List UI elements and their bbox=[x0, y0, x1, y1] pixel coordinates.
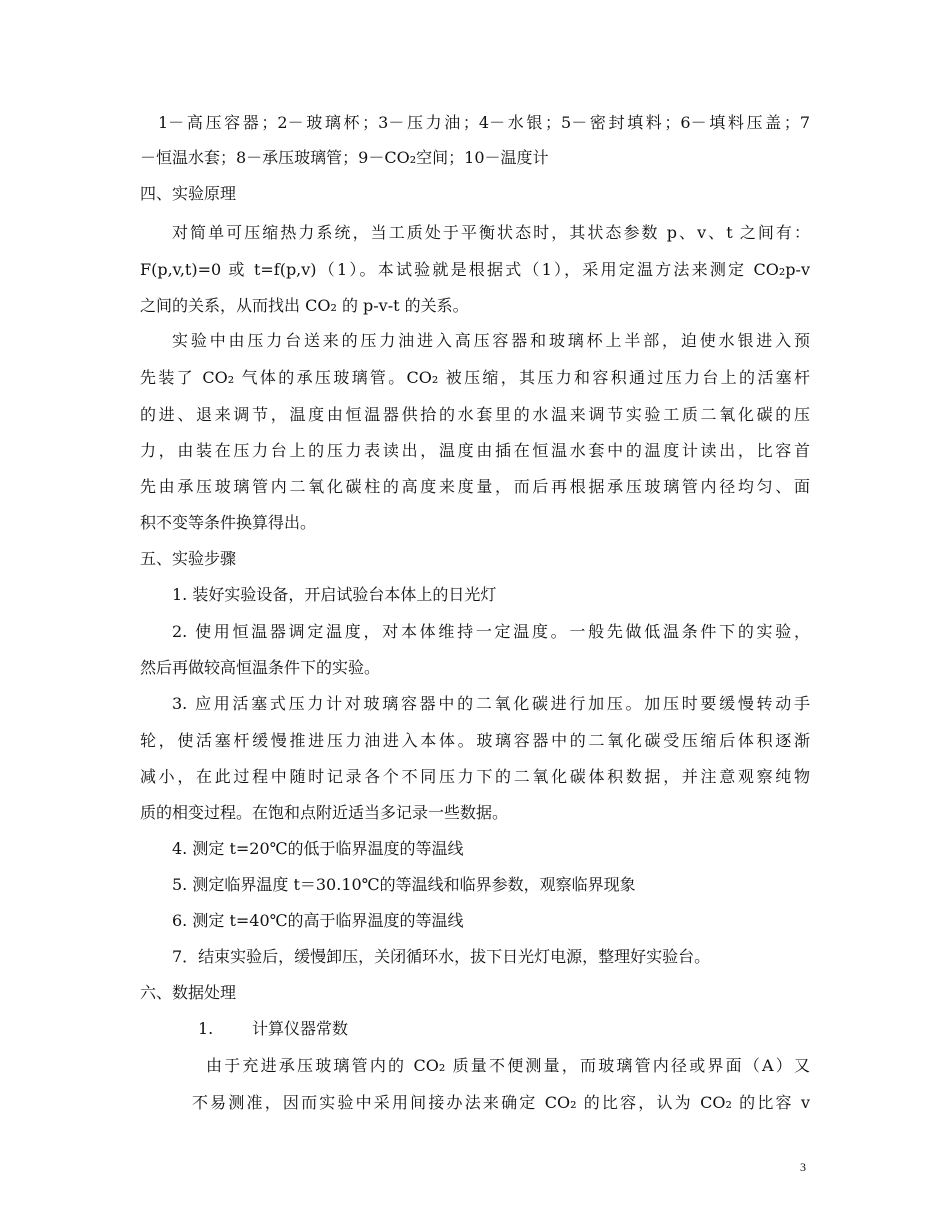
step-line: 7．结束实验后，缓慢卸压，关闭循环水，拔下日光灯电源，整理好实验台。 bbox=[172, 947, 711, 966]
paragraph-line: 的进、退来调节，温度由恒温器供拾的水套里的水温来调节实验工质二氧化碳的压 bbox=[140, 405, 810, 424]
paragraph-line: F(p,v,t)=0 或 t=f(p,v)（1）。本试验就是根据式（1），采用定温方法来测定 CO₂p-v bbox=[140, 260, 810, 279]
step-line: 然后再做较高恒温条件下的实验。 bbox=[140, 658, 381, 677]
step-line: 质的相变过程。在饱和点附近适当多记录一些数据。 bbox=[140, 803, 509, 822]
step-line: 4. 测定 t=20℃的低于临界温度的等温线 bbox=[172, 839, 464, 858]
section-heading-steps: 五、实验步骤 bbox=[140, 549, 237, 568]
step-line: 3. 应用活塞式压力计对玻璃容器中的二氧化碳进行加压。加压时要缓慢转动手 bbox=[172, 694, 810, 713]
paragraph-line: 由于充进承压玻璃管内的 CO₂ 质量不便测量，而玻璃管内径或界面（A）又 bbox=[206, 1056, 810, 1075]
subsection-title: 计算仪器常数 bbox=[252, 1019, 349, 1038]
step-line: 轮，使活塞杆缓慢推进压力油进入本体。玻璃容器中的二氧化碳受压缩后体积逐渐 bbox=[140, 731, 810, 750]
section-heading-principle: 四、实验原理 bbox=[140, 184, 237, 203]
caption-line-2: －恒温水套；8－承压玻璃管；9－CO₂空间；10－温度计 bbox=[140, 148, 549, 167]
page-number: 3 bbox=[800, 1160, 806, 1174]
step-line: 5. 测定临界温度 t＝30.10℃的等温线和临界参数，观察临界现象 bbox=[172, 875, 636, 894]
paragraph-line: 先由承压玻璃管内二氧化碳柱的高度来度量，而后再根据承压玻璃管内径均匀、面 bbox=[140, 477, 810, 496]
paragraph-line: 积不变等条件换算得出。 bbox=[140, 513, 317, 532]
caption-line-1: 1－高压容器；2－玻璃杯；3－压力油；4－水银；5－密封填料；6－填料压盖；7 bbox=[158, 113, 810, 132]
step-line: 减小，在此过程中随时记录各个不同压力下的二氧化碳体积数据，并注意观察纯物 bbox=[140, 767, 810, 786]
step-line: 1. 装好实验设备，开启试验台本体上的日光灯 bbox=[172, 585, 497, 604]
paragraph-line: 之间的关系，从而找出 CO₂ 的 p-v-t 的关系。 bbox=[140, 296, 469, 315]
subsection-number: 1. bbox=[198, 1019, 214, 1038]
paragraph-line: 对简单可压缩热力系统，当工质处于平衡状态时，其状态参数 p、v、t 之间有： bbox=[172, 223, 810, 242]
paragraph-line: 实验中由压力台送来的压力油进入高压容器和玻璃杯上半部，迫使水银进入预 bbox=[172, 331, 810, 350]
paragraph-line: 先装了 CO₂ 气体的承压玻璃管。CO₂ 被压缩，其压力和容积通过压力台上的活塞杆 bbox=[140, 368, 810, 387]
step-line: 2. 使用恒温器调定温度，对本体维持一定温度。一般先做低温条件下的实验， bbox=[172, 622, 810, 641]
paragraph-line: 不易测准，因而实验中采用间接办法来确定 CO₂ 的比容，认为 CO₂ 的比容 v bbox=[192, 1093, 810, 1112]
paragraph-line: 力，由装在压力台上的压力表读出，温度由插在恒温水套中的温度计读出，比容首 bbox=[140, 441, 810, 460]
section-heading-data: 六、数据处理 bbox=[140, 983, 237, 1002]
step-line: 6. 测定 t=40℃的高于临界温度的等温线 bbox=[172, 911, 464, 930]
